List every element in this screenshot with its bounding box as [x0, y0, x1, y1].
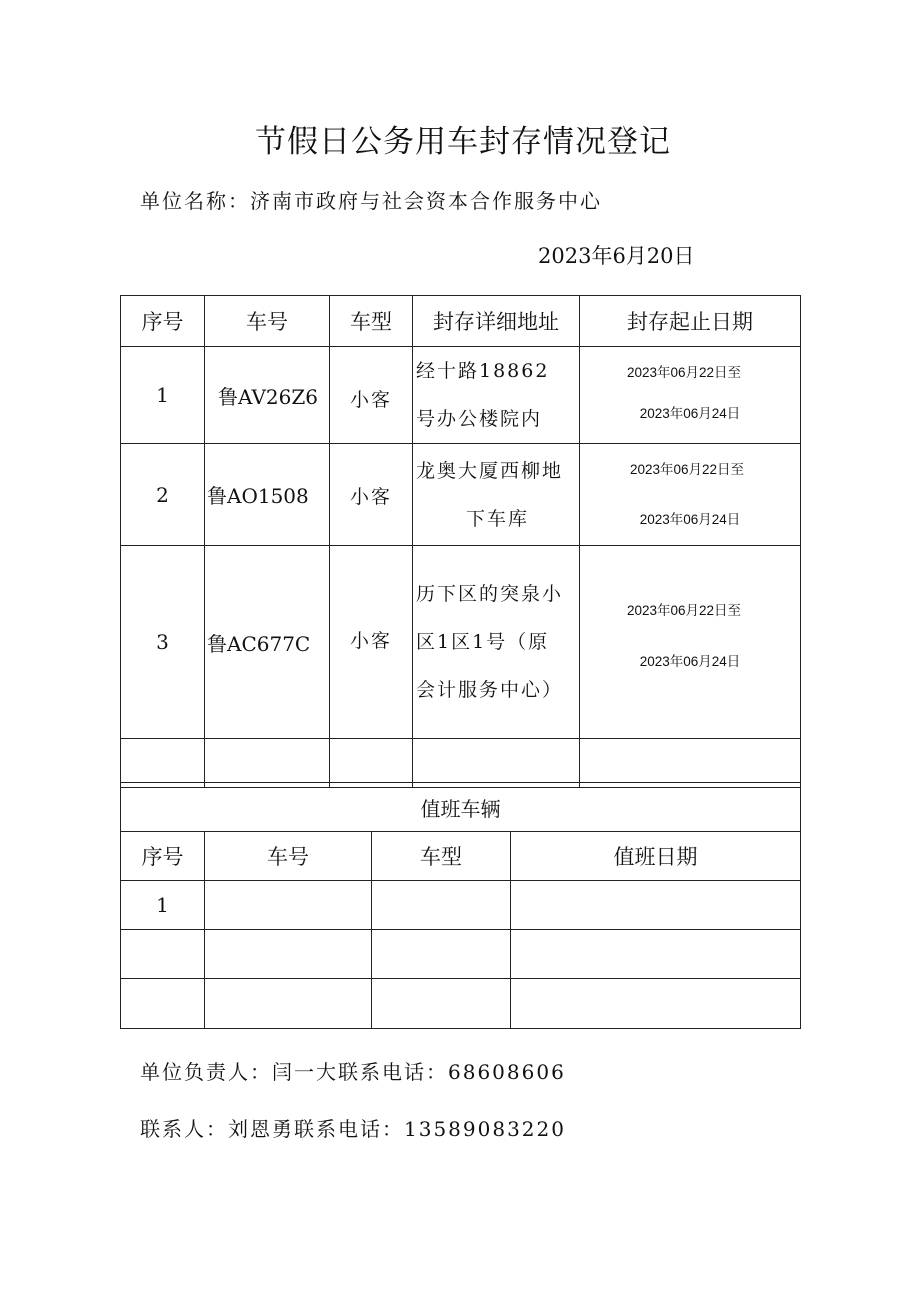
row-no: 2 [121, 444, 205, 546]
empty-cell [511, 979, 801, 1029]
sealed-vehicles-table [120, 295, 801, 788]
row-address [413, 546, 580, 739]
row-type: 小客 [330, 444, 413, 546]
empty-cell [580, 739, 801, 788]
address-line: 经十路18862 [416, 360, 550, 382]
responsible-person: 单位负责人：闫一大联系电话：68608606 [140, 1060, 566, 1084]
duty-vehicles-table [120, 782, 801, 1029]
row-type: 小客 [330, 347, 413, 444]
row-period [580, 444, 801, 546]
table-row [121, 347, 801, 444]
address-line: 区1区1号（原 [416, 631, 550, 653]
table-row [121, 444, 801, 546]
header-type: 车型 [330, 296, 413, 347]
header-plate: 车号 [205, 832, 372, 881]
row-period [580, 347, 801, 444]
row-period [580, 546, 801, 739]
row-plate: 鲁AO1508 [205, 444, 330, 546]
header-no: 序号 [121, 296, 205, 347]
row-type [372, 881, 511, 930]
empty-cell [205, 930, 372, 979]
header-no: 序号 [121, 832, 205, 881]
row-address [413, 444, 580, 546]
table-header-row [121, 296, 801, 347]
page-title: 节假日公务用车封存情况登记 [255, 124, 671, 160]
row-no: 1 [121, 881, 205, 930]
empty-cell [372, 979, 511, 1029]
row-duty-date [511, 881, 801, 930]
row-no: 1 [121, 347, 205, 444]
unit-name: 单位名称：济南市政府与社会资本合作服务中心 [140, 189, 602, 213]
period-end: 2023年06月24日 [639, 512, 741, 527]
row-plate: 鲁AV26Z6 [205, 347, 330, 444]
empty-cell [330, 739, 413, 788]
empty-cell [205, 979, 372, 1029]
table-row-empty [121, 930, 801, 979]
report-date: 2023年6月20日 [538, 244, 695, 268]
header-period: 封存起止日期 [580, 296, 801, 347]
row-no: 3 [121, 546, 205, 739]
empty-cell [372, 930, 511, 979]
row-plate: 鲁AC677C [205, 546, 330, 739]
contact-person: 联系人：刘恩勇联系电话：13589083220 [140, 1117, 566, 1141]
empty-cell [205, 739, 330, 788]
header-type: 车型 [372, 832, 511, 881]
empty-cell [121, 930, 205, 979]
header-plate: 车号 [205, 296, 330, 347]
section-title-row [121, 783, 801, 832]
header-address: 封存详细地址 [413, 296, 580, 347]
period-start: 2023年06月22日至 [626, 365, 742, 380]
table-header-row [121, 832, 801, 881]
row-plate [205, 881, 372, 930]
address-line: 会计服务中心） [416, 679, 564, 701]
table-row [121, 881, 801, 930]
address-line: 龙奥大厦西柳地 [416, 459, 564, 482]
row-type: 小客 [330, 546, 413, 739]
address-line: 下车库 [465, 507, 529, 530]
address-line: 历下区的突泉小 [416, 583, 564, 605]
duty-section-title: 值班车辆 [121, 783, 801, 832]
empty-cell [121, 979, 205, 1029]
empty-cell [413, 739, 580, 788]
table-row-empty [121, 739, 801, 788]
period-end: 2023年06月24日 [639, 654, 741, 669]
row-address [413, 347, 580, 444]
period-end: 2023年06月24日 [639, 406, 741, 421]
address-line: 号办公楼院内 [416, 408, 543, 430]
empty-cell [121, 739, 205, 788]
header-duty-date: 值班日期 [511, 832, 801, 881]
empty-cell [511, 930, 801, 979]
table-row-empty [121, 979, 801, 1029]
table-row [121, 546, 801, 739]
period-start: 2023年06月22日至 [626, 603, 742, 618]
period-start: 2023年06月22日至 [629, 462, 745, 477]
